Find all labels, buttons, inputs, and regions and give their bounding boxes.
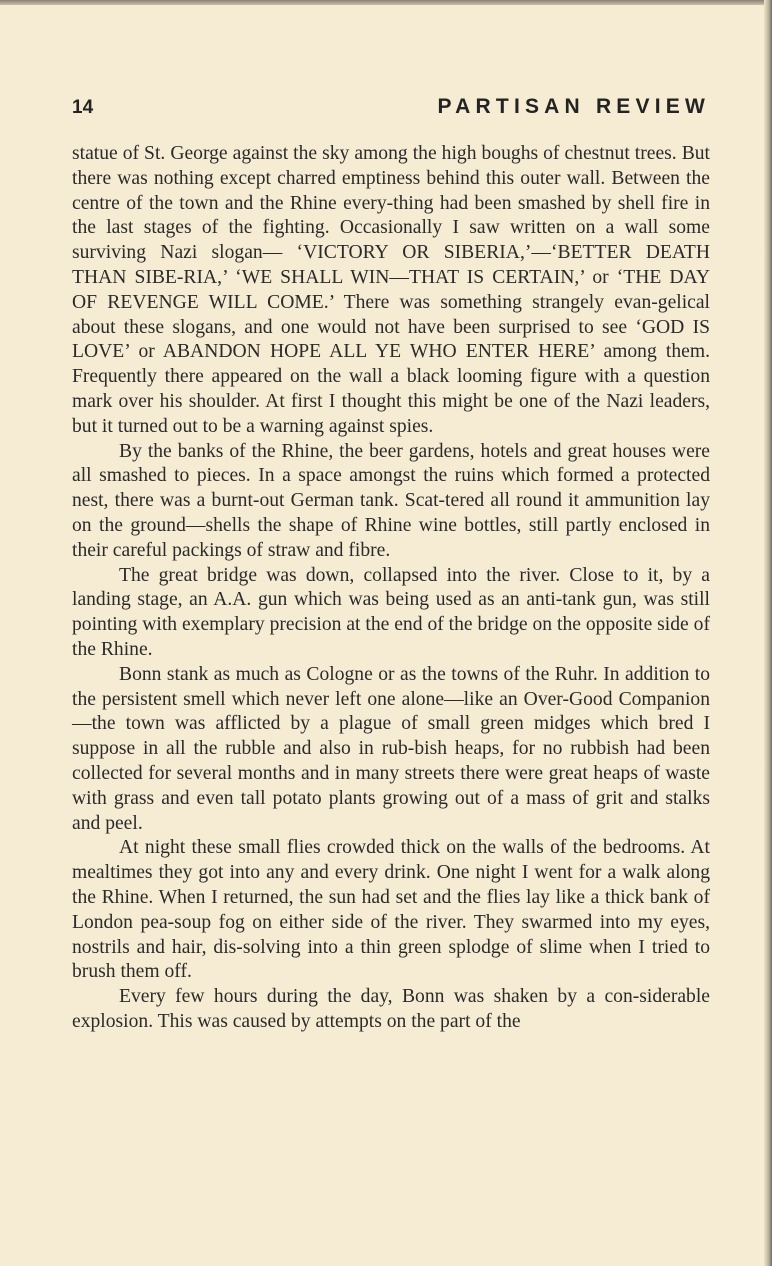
page-edge-shadow (764, 0, 772, 1266)
running-head: PARTISAN REVIEW (437, 95, 710, 118)
paragraph-bridge: The great bridge was down, collapsed into the river. Close to it, by a landing stage, an A.A. gun which was being used as an anti-tank gun, was still pointing with exemplary precision at the end of the bridge on the opposite side of the Rhine. (72, 564, 710, 660)
body-text (72, 142, 710, 1035)
page-number: 14 (72, 97, 94, 118)
paragraph-continued: statue of St. George against the sky among the high boughs of chestnut trees. But there was nothing except charred emptiness behind this outer wall. Between the centre of the town and the Rhine every-thing had been smashed by shell fire in the last stages of the fighting. Occasionally I saw written on a wall some surviving Nazi slogan— ‘VICTORY OR SIBERIA,’—‘BETTER DEATH THAN SIBE-RIA,’ ‘WE SHALL WIN—THAT IS CERTAIN,’ or ‘THE DAY OF REVENGE WILL COME.’ There was something strangely evan-gelical about these slogans, and one would not have been surprised to see ‘GOD IS LOVE’ or ABANDON HOPE ALL YE WHO ENTER HERE’ among them. Frequently there appeared on the wall a black looming figure with a question mark over his shoulder. At first I thought this might be one of the Nazi leaders, but it turned out to be a warning against spies. (72, 143, 710, 437)
paragraph-bonn-stank: Bonn stank as much as Cologne or as the towns of the Ruhr. In addition to the persistent smell which never left one alone—like an Over-Good Companion—the town was afflicted by a plague of small green midges which bred I suppose in all the rubble and also in rub-bish heaps, for no rubbish had been collected for several months and in many streets there were great heaps of waste with grass and even tall potato plants growing out of a mass of grit and stalks and peel. (72, 663, 710, 834)
paragraph-explosions: Every few hours during the day, Bonn was shaken by a con-siderable explosion. This was caused by attempts on the part of the (72, 986, 710, 1032)
paragraph-rhine-banks: By the banks of the Rhine, the beer gardens, hotels and great houses were all smashed to pieces. In a space amongst the ruins which formed a protected nest, there was a burnt-out German tank. Scat-tered all round it ammunition lay on the ground—shells the shape of Rhine wine bottles, still partly enclosed in their careful packings of straw and fibre. (72, 440, 710, 561)
page-header (72, 95, 712, 125)
top-rule (0, 0, 772, 5)
paragraph-flies-at-night: At night these small flies crowded thick on the walls of the bedrooms. At mealtimes they got into any and every drink. One night I went for a walk along the Rhine. When I returned, the sun had set and the flies lay like a thick bank of London pea-soup fog on either side of the river. They swarmed into my eyes, nostrils and hair, dis-solving into a thin green splodge of slime when I tried to brush them off. (72, 837, 710, 983)
